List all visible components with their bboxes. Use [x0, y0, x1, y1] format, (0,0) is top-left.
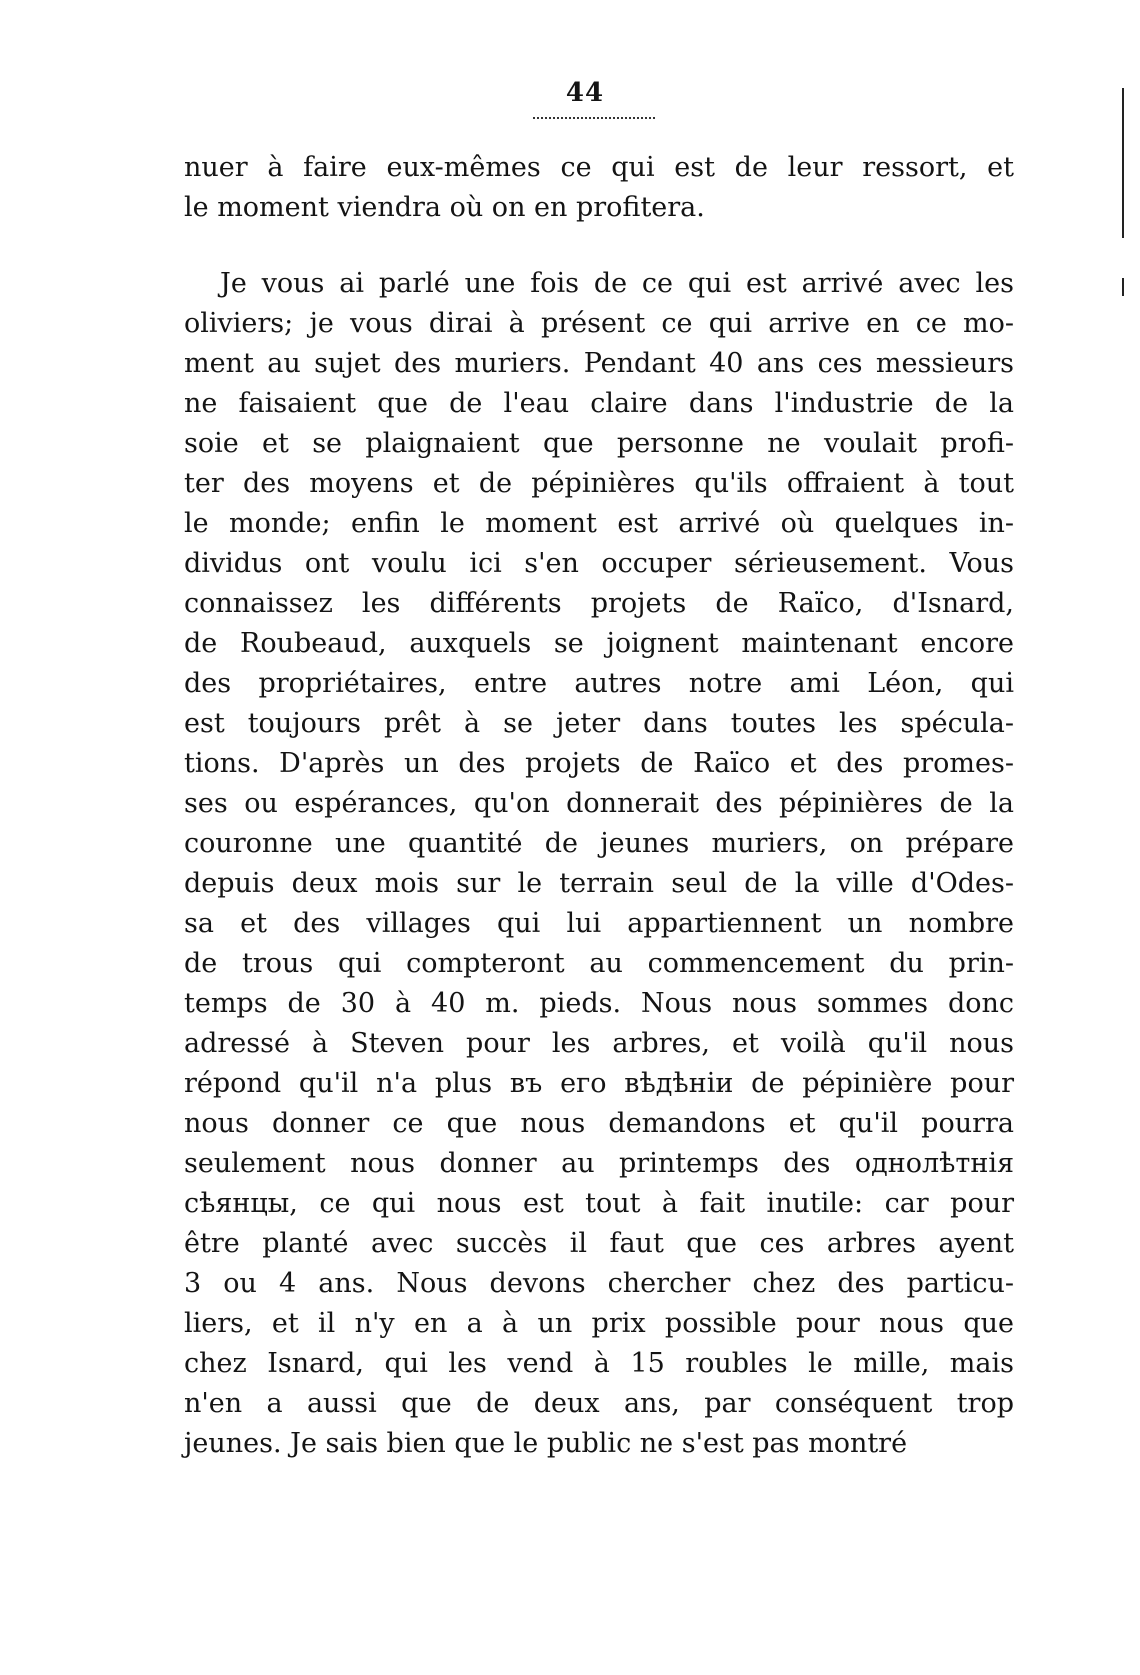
page-number-rule	[533, 111, 655, 119]
text-line: seulement nous donner au printemps des однолѣтнія	[184, 1148, 1014, 1179]
text-line: temps de 30 à 40 m. pieds. Nous nous sommes donc	[184, 988, 1014, 1019]
text-line: ment au sujet des muriers. Pendant 40 ans ces messieurs	[184, 348, 1014, 379]
text-line: être planté avec succès il faut que ces arbres ayent	[184, 1228, 1014, 1259]
text-line: dividus ont voulu ici s'en occuper sérieusement. Vous	[184, 548, 1014, 579]
text-line: nuer à faire eux-mêmes ce qui est de leur ressort, et	[184, 152, 1014, 183]
text-line: adressé à Steven pour les arbres, et voilà qu'il nous	[184, 1028, 1014, 1059]
text-line: tions. D'après un des projets de Raïco et des promes-	[184, 748, 1014, 779]
text-line: jeunes. Je sais bien que le public ne s'est pas montré	[184, 1428, 908, 1459]
text-line: couronne une quantité de jeunes muriers, on prépare	[184, 828, 1014, 859]
text-line: oliviers; je vous dirai à présent ce qui arrive en ce mo-	[184, 308, 1014, 339]
margin-line	[1122, 88, 1124, 238]
text-line: liers, et il n'y en a à un prix possible pour nous que	[184, 1308, 1014, 1339]
body-text	[184, 148, 1014, 1464]
paragraph-2	[184, 264, 1014, 1464]
text-line: ter des moyens et de pépinières qu'ils offraient à tout	[184, 468, 1014, 499]
margin-mark	[1122, 278, 1124, 296]
text-line: de trous qui compteront au commencement du prin-	[184, 948, 1014, 979]
text-line: connaissez les différents projets de Raïco, d'Isnard,	[184, 588, 1014, 619]
text-line: est toujours prêt à se jeter dans toutes les spécula-	[184, 708, 1014, 739]
text-line: сѣянцы, ce qui nous est tout à fait inutile: car pour	[184, 1188, 1014, 1219]
text-line: des propriétaires, entre autres notre ami Léon, qui	[184, 668, 1014, 699]
text-line: ses ou espérances, qu'on donnerait des pépinières de la	[184, 788, 1014, 819]
text-line: Je vous ai parlé une fois de ce qui est arrivé avec les	[220, 268, 1014, 299]
text-line: n'en a aussi que de deux ans, par conséquent trop	[184, 1388, 1014, 1419]
text-line: de Roubeaud, auxquels se joignent maintenant encore	[184, 628, 1014, 659]
text-line: répond qu'il n'a plus въ его вѣдѣніи de pépinière pour	[184, 1068, 1014, 1099]
text-line: le monde; enfin le moment est arrivé où quelques in-	[184, 508, 1014, 539]
text-line: le moment viendra où on en profitera.	[184, 192, 705, 223]
text-line: depuis deux mois sur le terrain seul de la ville d'Odes-	[184, 868, 1014, 899]
paragraph-1	[184, 148, 1014, 228]
text-line: nous donner ce que nous demandons et qu'il pourra	[184, 1108, 1014, 1139]
page-number: 44	[565, 78, 605, 108]
text-line: ne faisaient que de l'eau claire dans l'industrie de la	[184, 388, 1014, 419]
text-line: soie et se plaignaient que personne ne voulait profi-	[184, 428, 1014, 459]
text-line: 3 ou 4 ans. Nous devons chercher chez des particu-	[184, 1268, 1014, 1299]
text-line: sa et des villages qui lui appartiennent un nombre	[184, 908, 1014, 939]
text-line: chez Isnard, qui les vend à 15 roubles le mille, mais	[184, 1348, 1014, 1379]
